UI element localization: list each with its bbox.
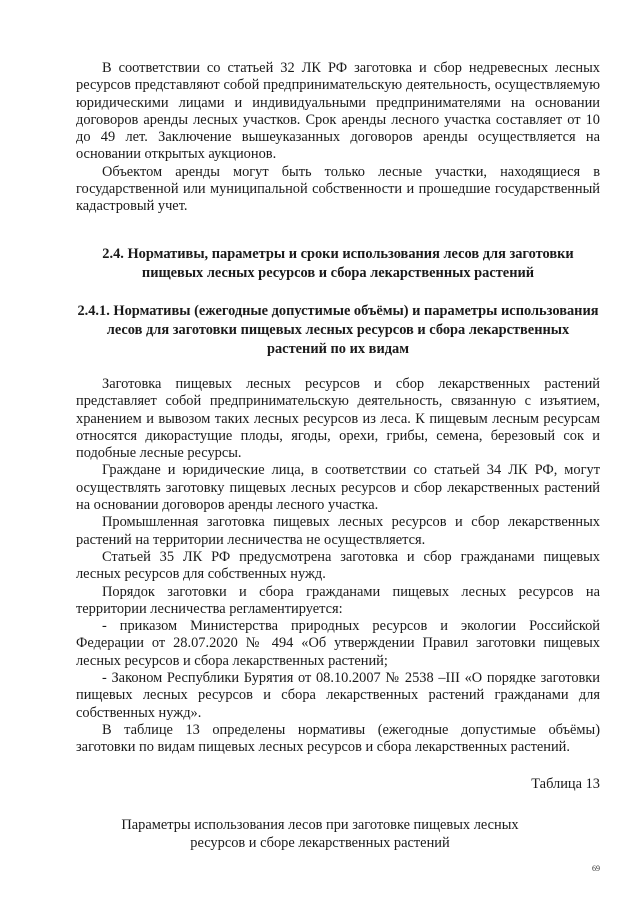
body-paragraph: Заготовка пищевых лесных ресурсов и сбор лекарственных растений представляет собой предпринимательскую деятельность, связанную с изъятием, хранением и вывозом таких лесных ресурсов из леса. К пищевым лесным ресурсам относятся дикорастущие плоды, ягоды, орехи, грибы, семена, березовый сок и подобные лесные ресурсы. [76,376,600,462]
body-paragraph: Промышленная заготовка пищевых лесных ресурсов и сбор лекарственных растений на территории лесничества не осуществляется. [76,514,600,548]
list-item: - приказом Министерства природных ресурсов и экологии Российской Федерации от 28.07.2020 № 494 «Об утверждении Правил заготовки пищевых лесных ресурсов и сбора лекарственных растений; [76,618,600,669]
intro-paragraph: Объектом аренды могут быть только лесные участки, находящиеся в государственной или муниципальной собственности и прошедшие государственный кадастровый учет. [76,163,600,215]
table-label: Таблица 13 [531,776,600,792]
list-item: - Законом Республики Бурятия от 08.10.2007 № 2538 –III «О порядке заготовки пищевых лесных ресурсов и сбора лекарственных растений гражданами для собственных нужд». [76,670,600,721]
section-heading-2-4: 2.4. Нормативы, параметры и сроки использования лесов для заготовки пищевых лесных ресурсов и сбора лекарственных растений [102,246,574,281]
table-caption: Параметры использования лесов при заготовке пищевых лесных ресурсов и сборе лекарственных растений [121,817,519,851]
body-paragraph: Граждане и юридические лица, в соответствии со статьей 34 ЛК РФ, могут осуществлять заготовку пищевых лесных ресурсов и сбор лекарственных растений на основании договоров аренды лесного участка. [76,462,600,514]
body-paragraph: Статьей 35 ЛК РФ предусмотрена заготовка и сбор гражданами пищевых лесных ресурсов для собственных нужд. [76,548,600,583]
subsection-heading-2-4-1: 2.4.1. Нормативы (ежегодные допустимые объёмы) и параметры использования лесов для заготовки пищевых лесных ресурсов и сбора лекарственных растений по их видам [77,303,599,357]
main-section [76,376,600,757]
body-paragraph: В таблице 13 определены нормативы (ежегодные допустимые объёмы) заготовки по видам пищевых лесных ресурсов и сбора лекарственных растений. [76,721,600,756]
intro-section [76,60,600,216]
page-number: 69 [592,864,600,873]
body-paragraph: Порядок заготовки и сбора гражданами пищевых лесных ресурсов на территории лесничества регламентируется: [76,583,600,617]
intro-paragraph: В соответствии со статьей 32 ЛК РФ заготовка и сбор недревесных лесных ресурсов представляют собой предпринимательскую деятельность, осуществляемую юридическими лицами и индивидуальными предпринимателями на основании договоров аренды лесных участков. Срок аренды лесного участка составляет от 10 до 49 лет. Заключение вышеуказанных договоров аренды осуществляется на основании открытых аукционов. [76,60,600,163]
